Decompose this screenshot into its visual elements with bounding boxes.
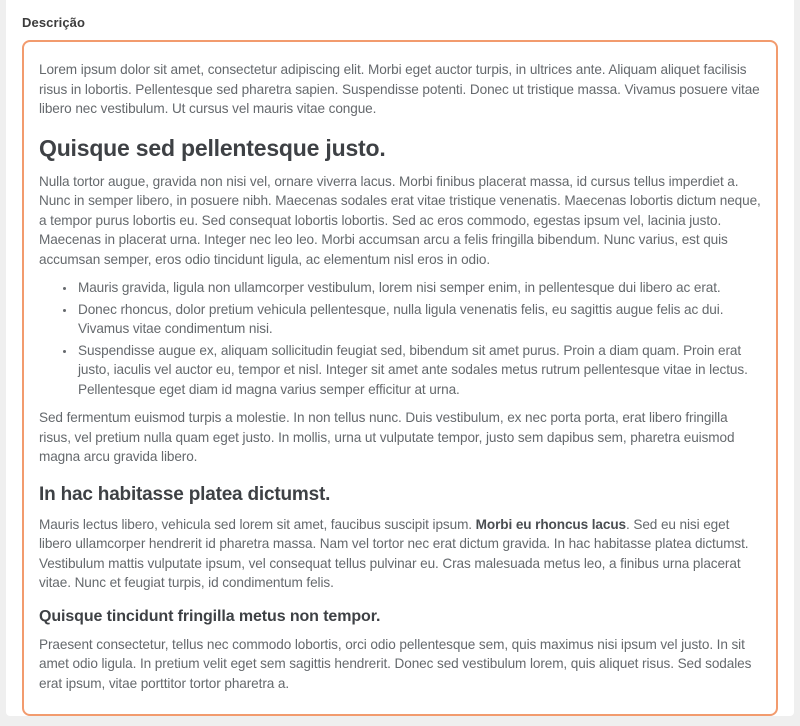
paragraph-nulla-tortor: Nulla tortor augue, gravida non nisi vel, ornare viverra lacus. Morbi finibus placerat massa, id cursus tellus imperdiet a. Nunc in semper libero, in posuere nibh. Maecenas sodales erat vitae tristique venenatis. Maecenas lobortis dictum neque, a tempor purus lobortis eu. Sed consequat lobortis lobortis. Sed ac eros commodo, egestas ipsum vel, lacinia justo. Maecenas in placerat urna. Integer nec leo leo. Morbi accumsan arcu a felis fringilla bibendum. Nunc varius, est quis accumsan semper, eros odio tincidunt ligula, ac elementum nisl eros in odio. <box>39 173 761 267</box>
description-field-label: Descrição <box>22 15 86 30</box>
paragraph-mauris-lectus <box>39 515 761 593</box>
heading-quisque-tincidunt: Quisque tincidunt fringilla metus non tempor. <box>39 607 381 625</box>
paragraph-praesent: Praesent consectetur, tellus nec commodo lobortis, orci odio pellentesque sem, quis maximus nisi ipsum vel justo. In sit amet odio ligula. In pretium velit eget sem sagittis hendrerit. Donec sed vestibulum lorem, quis aliquet risus. Sed sodales erat ipsum, vitae porttitor tortor pharetra a. <box>39 636 752 691</box>
paragraph-intro: Lorem ipsum dolor sit amet, consectetur adipiscing elit. Morbi eget auctor turpis, in ultrices ante. Aliquam aliquet facilisis risus in lobortis. Pellentesque sed pharetra sapien. Suspendisse potenti. Donec ut tristique massa. Vivamus posuere vitae libero nec vestibulum. Ut cursus vel mauris vitae congue. <box>39 62 760 116</box>
paragraph-segment: . Sed eu nisi eget libero ullamcorper hendrerit id pharetra massa. Nam vel tortor nec erat dictum gravida. In hac habitasse platea dictumst. Vestibulum mattis vulputate ipsum, vel consequat tellus pulvinar eu. Cras malesuada metus leo, a finibus urna placerat vitae. Nunc et feugiat turpis, id condimentum felis. <box>39 516 749 590</box>
list-item: • Suspendisse augue ex, aliquam sollicitudin feugiat sed, bibendum sit amet purus. Proin a diam quam. Proin erat justo, iaculis vel auctor eu, tempor et nisl. Integer sit amet ante sodales metus rutrum pellentesque vitae in lectus. Pellentesque eget diam id magna varius semper efficitur at urna. <box>76 341 761 400</box>
description-rich-text-editor[interactable] <box>22 40 778 716</box>
description-field-card <box>6 0 794 716</box>
list-item: • Mauris gravida, ligula non ullamcorper vestibulum, lorem nisi semper enim, in pellentesque dui libero ac erat. <box>76 278 761 298</box>
paragraph-sed-fermentum: Sed fermentum euismod turpis a molestie. In non tellus nunc. Duis vestibulum, ex nec porta porta, erat libero fringilla risus, vel pretium nulla quam eget justo. In mollis, urna ut vulputate tempor, justo sem dapibus sem, pharetra euismod magna arcu gravida libero. <box>39 410 735 464</box>
list-item: • Donec rhoncus, dolor pretium vehicula pellentesque, nulla ligula venenatis felis, eu sagittis augue felis ac dui. Vivamus vitae condimentum nisi. <box>76 300 761 339</box>
bullet-list <box>39 278 761 399</box>
heading-in-hac-habitasse: In hac habitasse platea dictumst. <box>39 483 331 505</box>
heading-quisque-sed: Quisque sed pellentesque justo. <box>39 134 386 161</box>
paragraph-segment: Mauris lectus libero, vehicula sed lorem sit amet, faucibus suscipit ipsum. <box>39 516 476 532</box>
bold-text-segment: Morbi eu rhoncus lacus <box>475 516 627 532</box>
